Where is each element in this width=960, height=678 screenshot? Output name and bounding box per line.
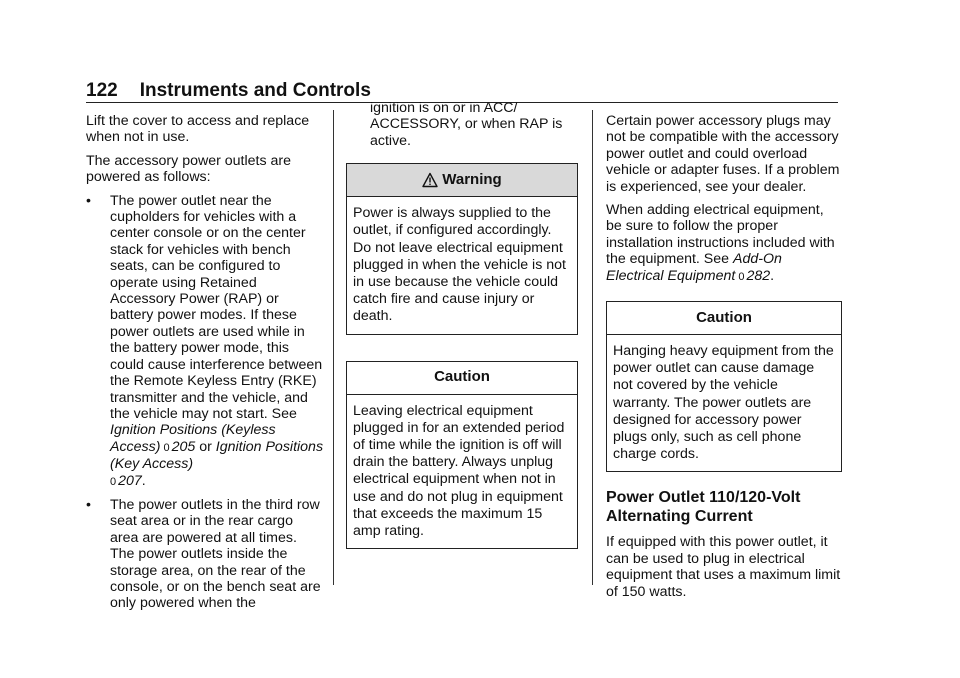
column-divider [592, 110, 593, 585]
paragraph: Lift the cover to access and replace when not in use. [86, 113, 310, 146]
page-reference-number[interactable]: 207 [118, 472, 142, 489]
caution-header [607, 302, 841, 335]
caution-box [606, 301, 842, 472]
paragraph-continuation: ignition is on or in ACC/ ACCESSORY, or when RAP is active. [370, 100, 563, 149]
page-reference-icon: 0 [738, 270, 745, 283]
punctuation: . [770, 267, 775, 284]
warning-box [346, 163, 578, 334]
page-reference-icon: 0 [163, 441, 170, 454]
punctuation: . [141, 472, 146, 489]
subsection-heading: Power Outlet 110/120-Volt Alternating Current [606, 489, 801, 526]
cross-reference-link[interactable]: Ignition Positions (Keyless Access) [110, 422, 276, 455]
paragraph [606, 202, 842, 285]
cross-reference-link[interactable]: Add-On Electrical Equipment [606, 251, 782, 284]
section-title: Instruments and Controls [139, 80, 371, 101]
conjunction: or [199, 438, 212, 455]
bullet-text: The power outlet near the cupholders for vehicles with a center console or on the center stack for vehicles with bench seats, can be configured to operate using Retained Accessory Power (RAP) or battery power modes. If these power outlets are used while in the battery power mode, this could cause interference between the Remote Keyless Entry (RKE) transmitter and the vehicle, and the vehicle may not start. See [110, 192, 323, 422]
caution-title: Caution [696, 308, 752, 326]
paragraph: If equipped with this power outlet, it can be used to plug in electrical equipment that uses a maximum limit of 150 watts. [606, 534, 841, 600]
column-left [86, 113, 324, 619]
bullet-icon: • [86, 192, 91, 209]
page-reference-icon: 0 [110, 475, 117, 488]
paragraph-text: When adding electrical equipment, be sure to follow the proper installation instructions included with the equipment. See [606, 202, 835, 268]
page-number: 122 [86, 80, 118, 101]
paragraph: Certain power accessory plugs may not be compatible with the accessory power outlet and could overload vehicle or adapter fuses. If a problem is experienced, see your dealer. [606, 113, 840, 195]
list-item [86, 193, 324, 490]
list-item-text: The power outlets in the third row seat area or in the rear cargo area are powered at all times. The power outlets inside the storage area, on the rear of the console, or on the bench seat are only powered when the [110, 496, 321, 612]
warning-triangle-icon [422, 172, 438, 188]
list-item-text [110, 193, 324, 490]
column-divider [333, 110, 334, 585]
list-item [86, 497, 324, 612]
caution-title: Caution [434, 368, 490, 386]
caution-box [346, 361, 578, 550]
caution-body: Hanging heavy equipment from the power outlet can cause damage not covered by the vehicle warranty. The power outlets are designed for accessory power plugs only, such as cell phone charge cords. [613, 343, 834, 463]
warning-title: Warning [442, 171, 502, 189]
column-right [606, 113, 842, 607]
bullet-icon: • [86, 496, 91, 513]
cross-reference-link[interactable]: Ignition Positions (Key Access) [110, 438, 324, 473]
warning-body: Power is always supplied to the outlet, if configured accordingly. Do not leave electrical equipment plugged in when the vehicle is not in use because the vehicle could catch fire and cause injury or death. [353, 205, 566, 325]
caution-body: Leaving electrical equipment plugged in for an extended period of time while the ignition is off will drain the battery. Always unplug electrical equipment when not in use and do not plug in equipment that exceeds the maximum 15 amp rating. [353, 402, 565, 540]
warning-header [347, 164, 577, 197]
column-middle [346, 100, 578, 549]
caution-header [347, 362, 577, 395]
paragraph: The accessory power outlets are powered as follows: [86, 152, 292, 186]
page-reference-number[interactable]: 282 [746, 267, 771, 284]
page-reference-number[interactable]: 205 [171, 438, 196, 455]
